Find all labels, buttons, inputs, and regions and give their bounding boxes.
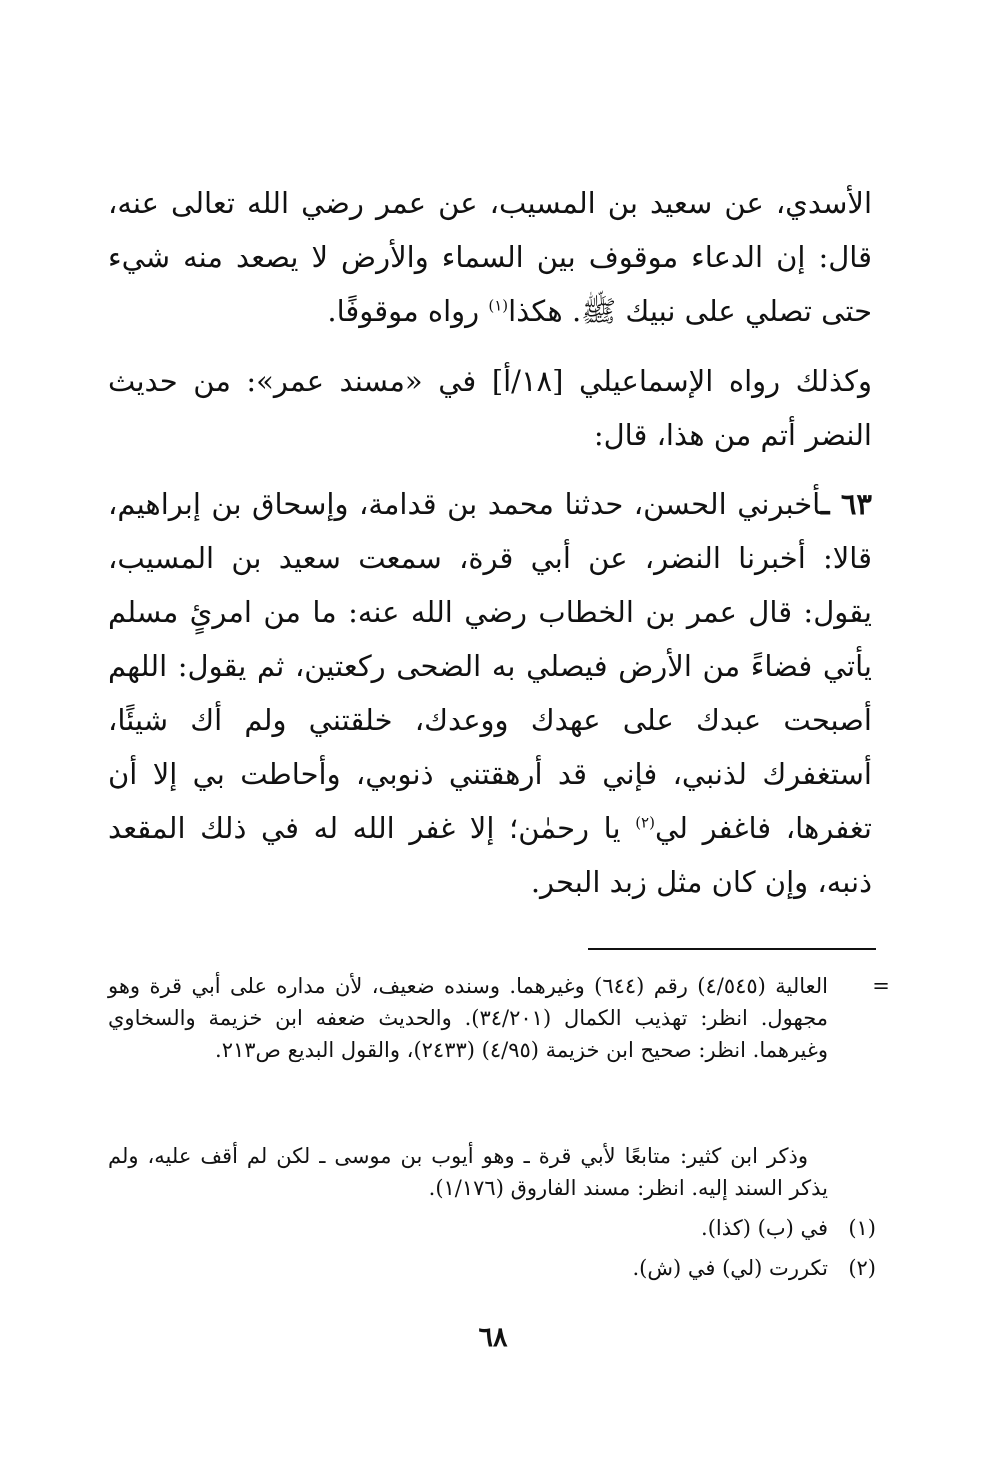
footnote-continuation-text-2: وذكر ابن كثير: متابعًا لأبي قرة ـ وهو أيوب بن موسى ـ لكن لم أقف عليه، ولم يذكر السند إليه. انظر: مسند الفاروق (١/١٧٦). [108, 1144, 828, 1200]
hadith-paragraph [108, 477, 872, 909]
hadith-text: أخبرني الحسن، حدثنا محمد بن قدامة، وإسحاق بن إبراهيم، قالا: أخبرنا النضر، عن أبي قرة، سمعت سعيد بن المسيب، يقول: قال عمر بن الخطاب رضي الله عنه: ما من امرئٍ مسلم يأتي فضاءً من الأرض فيصلي به الضحى ركعتين، ثم يقول: اللهم أصبحت عبدك على عهدك ووعدك، خلقتني ولم أك شيئًا، أستغفرك لذنبي، فإني قد أرهقتني ذنوبي، وأحاطت بي إلا أن تغفرها، فاغفر لي [108, 487, 872, 845]
page-number: ٦٨ [478, 1322, 508, 1353]
footnote-2 [108, 1252, 876, 1284]
footnote-2-number: (٢) [848, 1256, 876, 1280]
paragraph-2-text: وكذلك رواه الإسماعيلي [١٨/أ] في «مسند عمر»: من حديث النضر أتم من هذا، قال: [108, 364, 872, 452]
footnote-2-text: تكررت (لي) في (ش). [632, 1256, 828, 1280]
paragraph-1 [108, 176, 872, 338]
footnote-continuation-marker: = [872, 974, 890, 998]
footnote-1-number: (١) [848, 1216, 876, 1240]
footnote-1-text: في (ب) (كذا). [701, 1216, 828, 1240]
paragraph-1-text: الأسدي، عن سعيد بن المسيب، عن عمر رضي الله تعالى عنه، قال: إن الدعاء موقوف بين السماء والأرض لا يصعد منه شيء حتى تصلي على نبيك ﷺ. هكذا [108, 186, 872, 328]
footnote-1 [108, 1212, 876, 1244]
footnote-reference-1: (١) [488, 296, 509, 315]
hadith-text-end: يا رحمٰن؛ إلا غفر الله له في ذلك المقعد ذنبه، وإن كان مثل زبد البحر. [108, 811, 872, 899]
paragraph-2 [108, 354, 872, 462]
hadith-number: ٦٣ ـ [820, 487, 873, 521]
footnote-continuation-text: العالية (٤/٥٤٥) رقم (٦٤٤) وغيرهما. وسنده ضعيف، لأن مداره على أبي قرة وهو مجهول. انظر: تهذيب الكمال (٣٤/٢٠١). والحديث ضعفه ابن خزيمة والسخاوي وغيرهما. انظر: صحيح ابن خزيمة (٤/٩٥) (٢٤٣٣)، والقول البديع ص٢١٣. [108, 974, 828, 1062]
footnote-separator [588, 948, 876, 950]
paragraph-1-text-end: رواه موقوفًا. [327, 294, 489, 328]
footnote-reference-2: (٢) [635, 813, 655, 832]
